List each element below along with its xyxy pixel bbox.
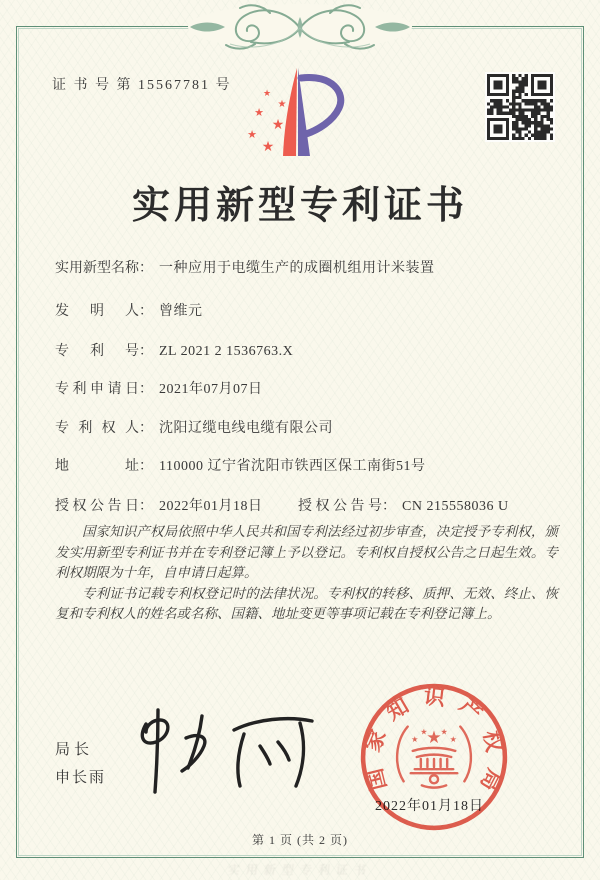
legal-paragraph: 专利证书记载专利权登记时的法律状况。专利权的转移、质押、无效、终止、恢复和专利权人的姓名或名称、国籍、地址变更等事项记载在专利登记簿上。 [55,585,558,621]
colon: ： [139,499,153,514]
star-icon: ★ [449,733,457,744]
field-row-patentee [55,417,333,437]
field-value: 2021年07月07日 [159,382,263,397]
field-label: 授权公告日 [55,499,139,514]
signer-name: 申长雨 [55,770,107,786]
star-icon: ★ [277,99,287,110]
star-icon: ★ [254,106,264,119]
certificate-number: 证 书 号 第 15567781 号 [52,78,232,93]
field-group-grant-number [298,495,509,515]
official-seal [356,679,512,835]
field-row-filing-date [55,378,263,398]
colon: ： [139,459,153,474]
star-icon: ★ [271,117,285,133]
star-icon: ★ [247,128,257,141]
field-group-grant-date [55,499,263,514]
star-icon: ★ [261,139,275,155]
legal-text [55,522,558,625]
field-row-address [55,455,425,475]
colon: ： [139,344,153,359]
field-value: 沈阳辽缆电线电缆有限公司 [159,421,333,436]
page-number: 第 1 页 (共 2 页) [252,833,348,847]
handwritten-signature [128,704,333,806]
field-value: 110000 辽宁省沈阳市铁西区保工南街51号 [159,459,426,474]
field-label: 专利权人 [55,421,139,436]
field-label: 授权公告号 [298,499,382,514]
colon: ： [382,499,396,514]
signer-role: 局长 [55,742,94,758]
colon: ： [139,304,153,319]
legal-paragraph: 国家知识产权局依照中华人民共和国专利法经过初步审查，决定授予专利权，颁发实用新型专利证书并在专利登记簿上予以登记。专利权自授权公告之日起生效。专利权期限为十年，自申请日起算。 [55,524,558,580]
seal-text: 国家知识产权局 [359,684,509,807]
field-value: CN 215558036 U [402,499,509,514]
star-icon: ★ [426,727,442,748]
field-value: 一种应用于电缆生产的成圈机组用计米装置 [159,261,435,276]
colon: ： [139,382,153,397]
qr-code [485,72,555,142]
national-emblem-icon [397,727,471,788]
field-row-utility-model-name [55,257,435,277]
seal-date: 2022年01月18日 [375,799,484,814]
field-row-grant-info [55,495,560,515]
field-label: 专利申请日 [55,382,139,397]
field-label: 地址 [55,459,139,474]
field-row-patent-number [55,340,293,360]
field-label: 专利号 [55,344,139,359]
field-value: 2022年01月18日 [159,499,263,514]
field-label: 发明人 [55,304,139,319]
star-icon: ★ [262,89,272,99]
colon: ： [139,421,153,436]
star-icon: ★ [420,726,428,737]
flourish-ornament-icon [150,0,450,56]
star-icon: ★ [440,726,448,737]
field-value: 曾维元 [159,304,203,319]
field-value: ZL 2021 2 1536763.X [159,344,294,359]
field-row-inventor [55,300,203,320]
star-icon: ★ [411,733,419,744]
field-label: 实用新型名称 [55,261,139,276]
certificate-title: 实用新型专利证书 [131,185,468,227]
showthrough-text: 实用新型专利证书 [227,863,373,877]
colon: ： [139,261,153,276]
cnipa-logo-icon [240,60,360,164]
